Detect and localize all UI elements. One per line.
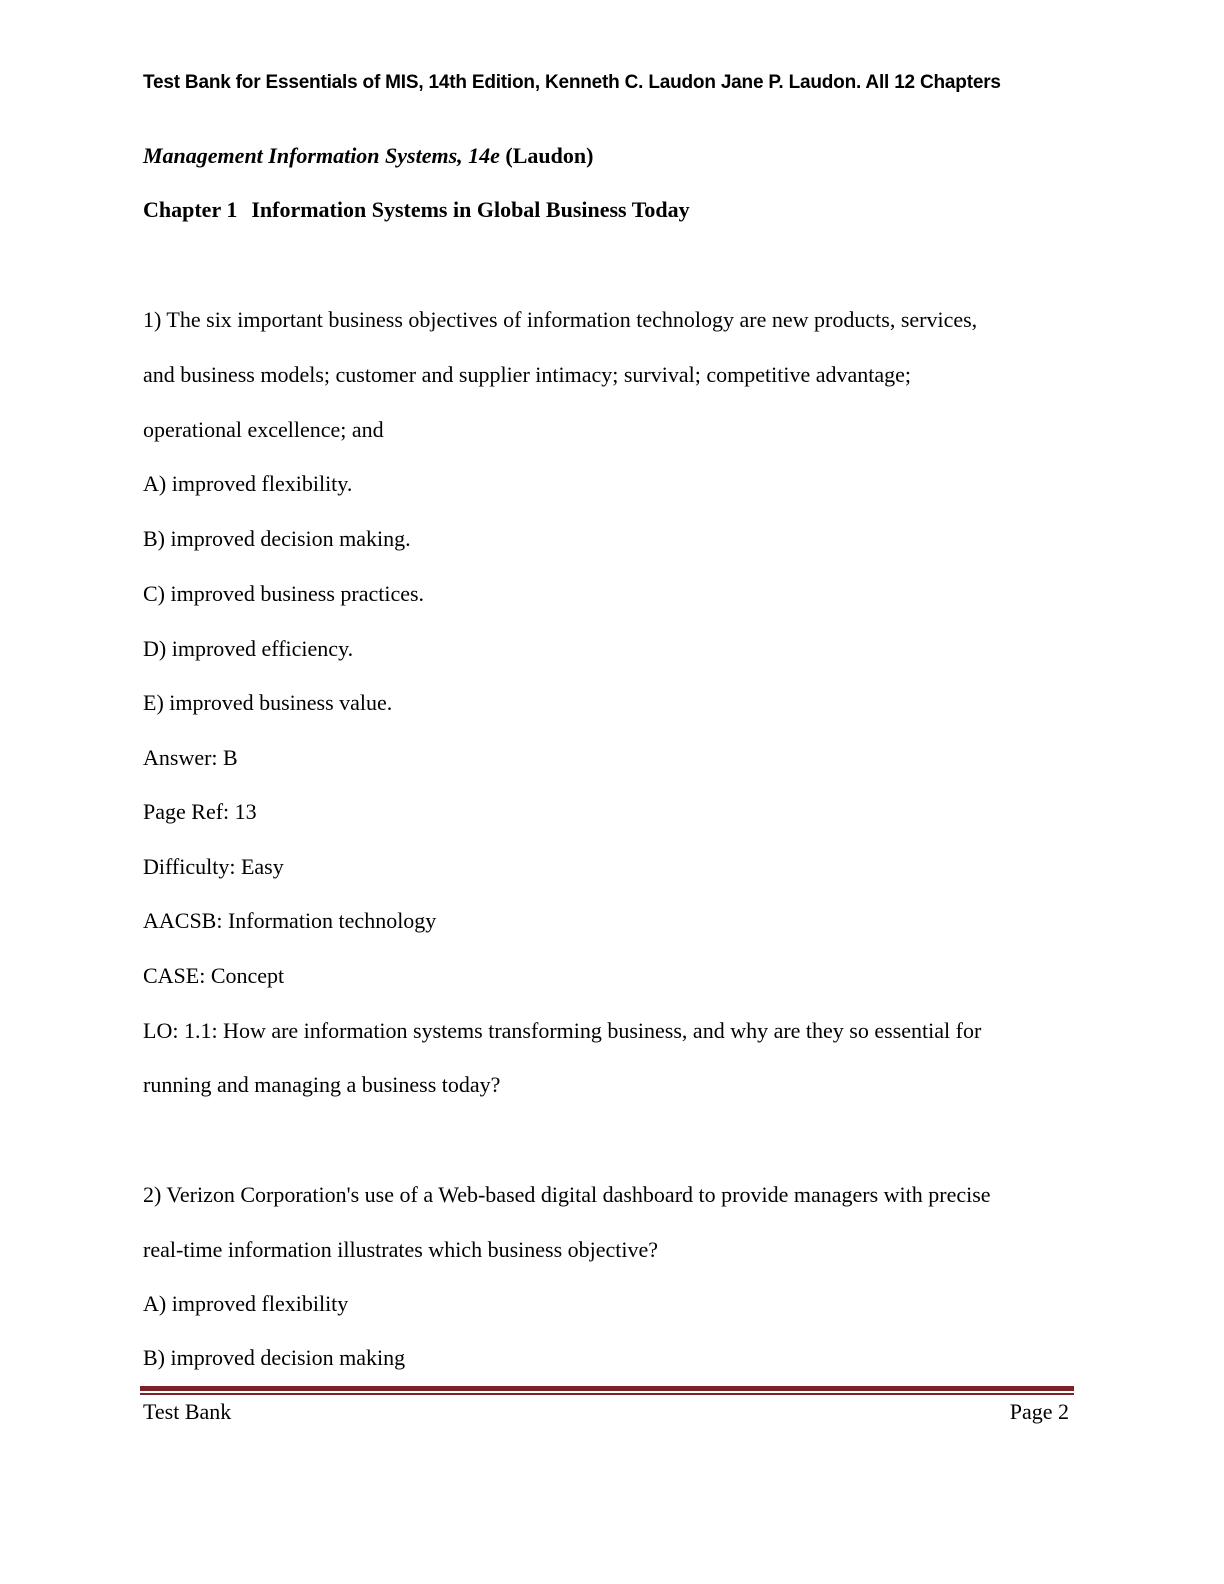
- chapter-title: Information Systems in Global Business Today: [251, 197, 690, 222]
- question-2-option-a: A) improved flexibility: [143, 1291, 349, 1316]
- question-1-option-b: B) improved decision making.: [143, 526, 411, 551]
- question-1-case: CASE: Concept: [143, 963, 285, 988]
- question-1-option-c: C) improved business practices.: [143, 581, 425, 606]
- question-1-option-e: E) improved business value.: [143, 690, 393, 715]
- question-1-option-a: A) improved flexibility.: [143, 471, 353, 496]
- chapter-heading: [143, 197, 690, 223]
- book-author: (Laudon): [505, 143, 594, 168]
- question-2-option-b: B) improved decision making: [143, 1345, 406, 1370]
- book-title-text: Management Information Systems, 14e: [143, 143, 500, 168]
- chapter-number: Chapter 1: [143, 197, 238, 222]
- question-1-page-ref: Page Ref: 13: [143, 799, 257, 824]
- footer-divider-thick: [140, 1386, 1074, 1391]
- question-1-answer: Answer: B: [143, 745, 238, 770]
- page-header: Test Bank for Essentials of MIS, 14th Edition, Kenneth C. Laudon Jane P. Laudon. All 12 Chapters: [143, 72, 1001, 93]
- question-1-stem-line: 1) The six important business objectives of information technology are new products, services,: [143, 307, 978, 332]
- question-1-stem-line: operational excellence; and: [143, 417, 384, 442]
- book-title: [143, 143, 593, 169]
- question-1-stem-line: and business models; customer and supplier intimacy; survival; competitive advantage;: [143, 362, 911, 387]
- question-1-learning-objective: running and managing a business today?: [143, 1072, 501, 1097]
- footer-divider: [140, 1386, 1074, 1395]
- question-1-learning-objective: LO: 1.1: How are information systems transforming business, and why are they so essential for: [143, 1018, 982, 1043]
- footer-divider-thin: [140, 1393, 1074, 1395]
- question-2-stem-line: real-time information illustrates which business objective?: [143, 1237, 659, 1262]
- question-1-option-d: D) improved efficiency.: [143, 636, 354, 661]
- question-2-stem-line: 2) Verizon Corporation's use of a Web-based digital dashboard to provide managers with precise: [143, 1182, 991, 1207]
- question-1-aacsb: AACSB: Information technology: [143, 908, 437, 933]
- footer-label: Test Bank: [143, 1399, 232, 1424]
- page-number: Page 2: [1009, 1399, 1069, 1424]
- question-1-difficulty: Difficulty: Easy: [143, 854, 284, 879]
